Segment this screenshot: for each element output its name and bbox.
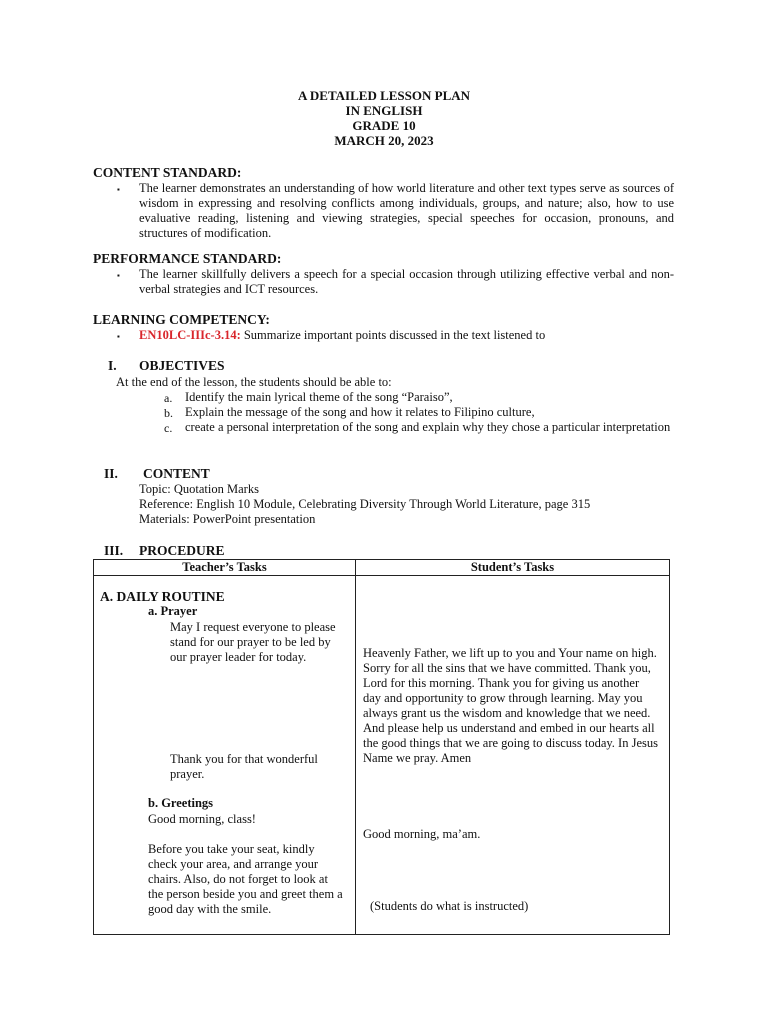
student-action: (Students do what is instructed) [370,899,529,913]
content-topic: Topic: Quotation Marks [139,482,259,496]
student-tasks-header: Student’s Tasks [356,560,670,576]
content-reference: Reference: English 10 Module, Celebrating Diversity Through World Literature, page 315 [139,497,591,511]
content-standard-heading: CONTENT STANDARD: [93,165,242,180]
prayer-thanks: Thank you for that wonderful prayer. [170,752,318,781]
title-line-1: A DETAILED LESSON PLAN [297,88,471,103]
objectives-numeral: I. [108,358,117,373]
bullet-icon: ▪ [117,271,120,280]
bullet-icon: ▪ [117,185,120,194]
objectives-heading: OBJECTIVES [139,358,225,373]
student-tasks-cell [356,576,670,935]
prayer-request: May I request everyone to please stand for our prayer to be led by our prayer leader for today. [170,620,336,664]
procedure-numeral: III. [104,543,124,558]
bullet-icon: ▪ [117,332,120,341]
performance-standard-text: The learner skillfully delivers a speech for a special occasion through utilizing effective verbal and non-verbal strategies and ICT resources. [139,267,674,296]
greeting-morning: Good morning, class! [148,812,256,826]
objective-a-text: Identify the main lyrical theme of the song “Paraiso”, [185,390,453,404]
content-materials: Materials: PowerPoint presentation [139,512,316,526]
content-numeral: II. [104,466,118,481]
greetings-label: b. Greetings [148,796,214,810]
competency-code: EN10LC-IIIc-3.14: [139,328,241,342]
daily-routine-heading: A. DAILY ROUTINE [100,589,225,604]
table-header-row [94,560,670,576]
objective-c-letter: c. [164,421,173,435]
table-row [94,576,670,935]
title-line-2: IN ENGLISH [345,103,423,118]
objective-a-letter: a. [164,391,173,405]
teacher-tasks-header: Teacher’s Tasks [94,560,356,576]
procedure-table [93,559,670,935]
learning-competency-heading: LEARNING COMPETENCY: [93,312,270,327]
objectives-intro: At the end of the lesson, the students should be able to: [116,375,392,389]
procedure-heading: PROCEDURE [139,543,225,558]
title-line-4: MARCH 20, 2023 [334,133,434,148]
content-heading: CONTENT [143,466,210,481]
objective-b-text: Explain the message of the song and how it relates to Filipino culture, [185,405,535,419]
document-title [0,88,768,148]
greeting-instruction: Before you take your seat, kindly check your area, and arrange your chairs. Also, do not forget to look at the person beside you and greet them a good day with the smile. [148,842,343,916]
competency-text: Summarize important points discussed in the text listened to [240,328,546,342]
objective-b-letter: b. [164,406,173,420]
prayer-label: a. Prayer [148,604,198,618]
objective-c-text: create a personal interpretation of the song and explain why they chose a particular interpretation [185,420,671,434]
performance-standard-heading: PERFORMANCE STANDARD: [93,251,282,266]
student-prayer: Heavenly Father, we lift up to you and Your name on high. Sorry for all the sins that we have committed. Thank you, Lord for this morning. Thank you for giving us another day and opportunity to grow through learning. May you always grant us the wisdom and knowledge that we need. And please help us understand and embed in our hearts all the good things that we are going to discuss today. In Jesus Name we pray. Amen [363,646,658,765]
title-line-3: GRADE 10 [352,118,416,133]
content-standard-text: The learner demonstrates an understanding of how world literature and other text types serve as sources of wisdom in expressing and resolving conflicts among individuals, groups, and nature; also, how to use evaluative reading, listening and viewing strategies, special speeches for occasion, pronouns, and structures of modification. [139,181,674,240]
learning-competency-line [139,328,679,343]
teacher-tasks-cell [94,576,356,935]
student-greeting: Good morning, ma’am. [363,827,481,841]
